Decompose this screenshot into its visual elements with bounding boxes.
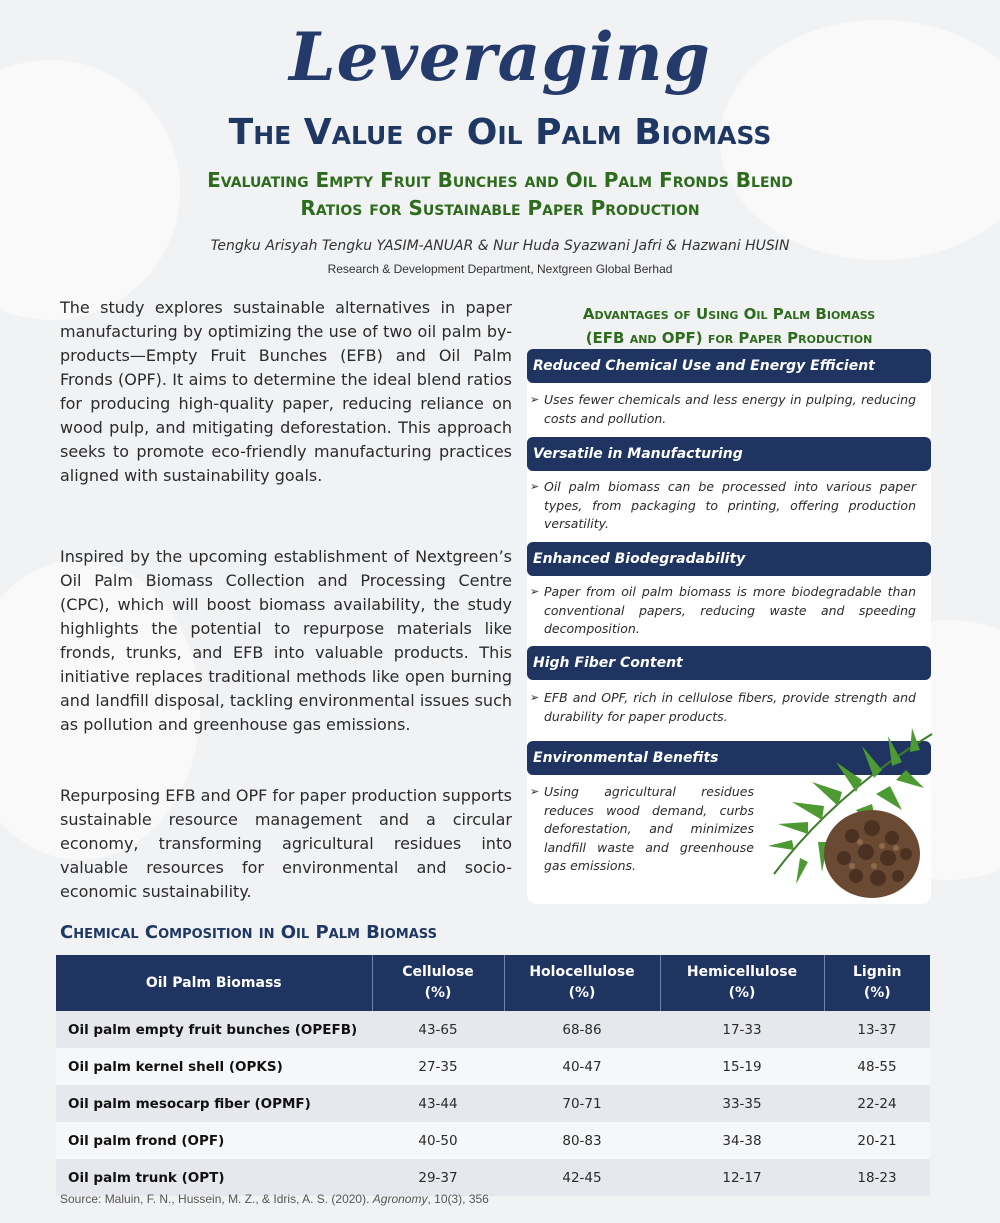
- source-text: , 10(3), 356: [427, 1192, 489, 1206]
- column-header-label: Oil Palm Biomass: [145, 974, 282, 991]
- holocellulose-cell: 40-47: [504, 1048, 660, 1085]
- advantage-description: [530, 478, 916, 534]
- column-header-unit: (%): [863, 985, 891, 1001]
- biomass-name-cell: Oil palm empty fruit bunches (OPEFB): [56, 1011, 372, 1048]
- advantage-title: High Fiber Content: [527, 646, 931, 680]
- advantage-text: Uses fewer chemicals and less energy in pulping, reducing costs and pollution.: [544, 392, 916, 426]
- table-row: [56, 1085, 930, 1122]
- biomass-name-cell: Oil palm mesocarp fiber (OPMF): [56, 1085, 372, 1122]
- table-row: [56, 1048, 930, 1085]
- biomass-name-cell: Oil palm frond (OPF): [56, 1122, 372, 1159]
- cellulose-cell: 43-65: [372, 1011, 504, 1048]
- advantage-description: [530, 583, 916, 639]
- holocellulose-cell: 80-83: [504, 1122, 660, 1159]
- holocellulose-cell: 42-45: [504, 1159, 660, 1196]
- body-paragraph: Inspired by the upcoming establishment of Nextgreen’s Oil Palm Biomass Collection and Processing Centre (CPC), which will boost biomass availability, the study highlights the potential to repurpose materials like fronds, trunks, and EFB into valuable products. This initiative replaces traditional methods like open burning and landfill disposal, tackling environmental issues such as pollution and greenhouse gas emissions.: [60, 547, 512, 734]
- column-header-unit: (%): [568, 985, 596, 1001]
- column-header: [824, 955, 930, 1011]
- lignin-cell: 13-37: [824, 1011, 930, 1048]
- cellulose-cell: 29-37: [372, 1159, 504, 1196]
- table-header-row: [56, 955, 930, 1011]
- biomass-name-cell: Oil palm kernel shell (OPKS): [56, 1048, 372, 1085]
- lignin-cell: 22-24: [824, 1085, 930, 1122]
- table-row: [56, 1159, 930, 1196]
- advantages-heading: [527, 302, 931, 350]
- advantage-title: Reduced Chemical Use and Energy Efficient: [527, 349, 931, 383]
- arrow-bullet-icon: ➢: [530, 393, 540, 406]
- table-row: [56, 1122, 930, 1159]
- advantages-heading-line: Advantages of Using Oil Palm Biomass: [582, 305, 876, 323]
- body-paragraph: The study explores sustainable alternatives in paper manufacturing by optimizing the use of two oil palm by-products—Empty Fruit Bunches (EFB) and Oil Palm Fronds (OPF). It aims to determine the ideal blend ratios for producing high-quality paper, reducing reliance on wood pulp, and mitigating deforestation. This approach seeks to promote eco-friendly manufacturing practices aligned with sustainability goals.: [60, 298, 512, 485]
- advantage-title: Enhanced Biodegradability: [527, 542, 931, 576]
- column-header-label: Cellulose: [402, 964, 474, 980]
- advantage-text: EFB and OPF, rich in cellulose fibers, provide strength and durability for paper products.: [544, 690, 916, 724]
- advantage-title: Environmental Benefits: [527, 741, 931, 775]
- column-header-unit: (%): [728, 985, 756, 1001]
- cellulose-cell: 43-44: [372, 1085, 504, 1122]
- lignin-cell: 20-21: [824, 1122, 930, 1159]
- source-text: Source: Maluin, F. N., Hussein, M. Z., & Idris, A. S. (2020).: [60, 1192, 373, 1206]
- biomass-name-cell: Oil palm trunk (OPT): [56, 1159, 372, 1196]
- holocellulose-cell: 70-71: [504, 1085, 660, 1122]
- subtitle-line: Ratios for Sustainable Paper Production: [300, 196, 700, 220]
- hemicellulose-cell: 15-19: [660, 1048, 824, 1085]
- source-journal: Agronomy: [372, 1192, 428, 1206]
- column-header-label: Lignin: [853, 964, 902, 980]
- page-subtitle: [100, 166, 900, 222]
- hemicellulose-cell: 33-35: [660, 1085, 824, 1122]
- lignin-cell: 18-23: [824, 1159, 930, 1196]
- advantages-heading-line: (EFB and OPF) for Paper Production: [585, 329, 873, 347]
- holocellulose-cell: 68-86: [504, 1011, 660, 1048]
- table-row: [56, 1011, 930, 1048]
- hemicellulose-cell: 12-17: [660, 1159, 824, 1196]
- advantage-text: Using agricultural residues reduces wood demand, curbs deforestation, and minimizes landfill waste and greenhouse gas emissions.: [544, 784, 754, 873]
- subtitle-line: Evaluating Empty Fruit Bunches and Oil Palm Fronds Blend: [207, 168, 793, 192]
- column-header-label: Holocellulose: [529, 964, 635, 980]
- source-citation: [60, 1192, 489, 1206]
- cellulose-cell: 40-50: [372, 1122, 504, 1159]
- lignin-cell: 48-55: [824, 1048, 930, 1085]
- page-title: The Value of Oil Palm Biomass: [228, 112, 772, 153]
- advantage-description: [530, 391, 916, 428]
- affiliation: Research & Development Department, Nextgreen Global Berhad: [327, 262, 673, 276]
- arrow-bullet-icon: ➢: [530, 691, 540, 704]
- advantage-description: [530, 783, 754, 876]
- script-title: Leveraging: [289, 18, 711, 96]
- palm-fruit-bunch-icon: [764, 724, 936, 904]
- column-header-unit: (%): [424, 985, 452, 1001]
- column-header: [504, 955, 660, 1011]
- advantage-text: Oil palm biomass can be processed into various paper types, from packaging to printing, offering production versatility.: [544, 479, 916, 531]
- composition-table: [56, 955, 930, 1196]
- body-paragraph: Repurposing EFB and OPF for paper production supports sustainable resource management and a circular economy, transforming agricultural residues into valuable resources for environmental and socio-economic sustainability.: [60, 786, 512, 901]
- hemicellulose-cell: 34-38: [660, 1122, 824, 1159]
- authors: Tengku Arisyah Tengku YASIM-ANUAR & Nur Huda Syazwani Jafri & Hazwani HUSIN: [210, 238, 790, 254]
- arrow-bullet-icon: ➢: [530, 785, 540, 798]
- table-title: Chemical Composition in Oil Palm Biomass: [60, 922, 437, 943]
- column-header-label: Hemicellulose: [686, 964, 798, 980]
- column-header: [56, 955, 372, 1011]
- arrow-bullet-icon: ➢: [530, 585, 540, 598]
- advantage-description: [530, 689, 916, 726]
- column-header: [660, 955, 824, 1011]
- advantage-title: Versatile in Manufacturing: [527, 437, 931, 471]
- column-header: [372, 955, 504, 1011]
- cellulose-cell: 27-35: [372, 1048, 504, 1085]
- hemicellulose-cell: 17-33: [660, 1011, 824, 1048]
- advantage-text: Paper from oil palm biomass is more biodegradable than conventional papers, reducing waste and speeding decomposition.: [544, 584, 916, 636]
- arrow-bullet-icon: ➢: [530, 480, 540, 493]
